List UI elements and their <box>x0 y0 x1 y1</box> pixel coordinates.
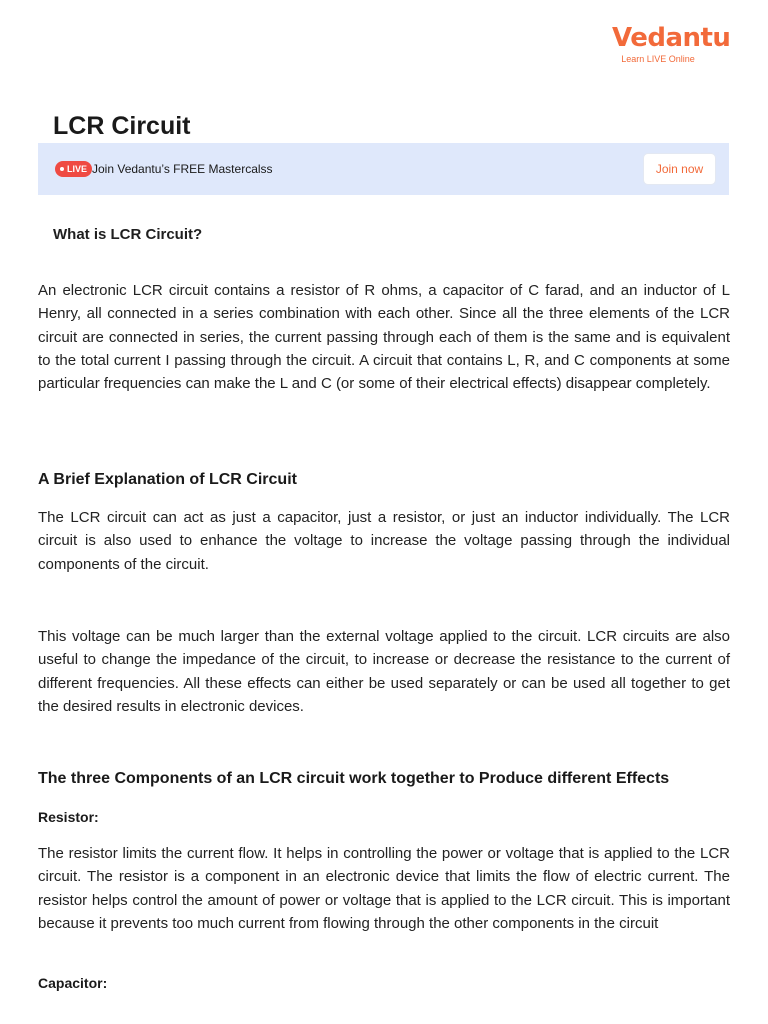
what-is-heading: What is LCR Circuit? <box>53 226 203 243</box>
logo-tagline: Learn LIVE Online <box>621 54 695 64</box>
resistor-paragraph: The resistor limits the current flow. It helps in controlling the power or voltage that is applied to the LCR circuit. The resistor is a component in an electronic device that limits the flow of electric current. The resistor helps control the amount of power or voltage that is applied to the LCR circuit. This is important because it prevents too much current from flowing through the other components in the circuit <box>38 845 730 932</box>
capacitor-heading: Capacitor: <box>38 975 108 991</box>
logo-wordmark: Vedantu <box>612 23 731 53</box>
vedantu-logo <box>612 22 731 65</box>
brief-explanation-heading: A Brief Explanation of LCR Circuit <box>38 471 297 488</box>
resistor-heading: Resistor: <box>38 809 99 825</box>
brief-paragraph-1: The LCR circuit can act as just a capacitor, just a resistor, or just an inductor individually. The LCR circuit is also used to enhance the voltage to increase the voltage passing through the individual components of the circuit. <box>38 509 730 573</box>
brief-paragraph-2: This voltage can be much larger than the external voltage applied to the circuit. LCR circuits are also useful to change the impedance of the circuit, to increase or decrease the resistance to the current of different frequencies. All these effects can either be used separately or can be used all together to get the desired results in electronic devices. <box>38 628 730 715</box>
live-dot-icon <box>60 167 64 171</box>
page-title: LCR Circuit <box>53 112 191 140</box>
live-badge <box>55 161 92 177</box>
masterclass-banner <box>38 143 729 195</box>
components-heading: The three Components of an LCR circuit work together to Produce different Effects <box>38 770 670 787</box>
banner-text: Join Vedantu’s FREE Mastercalss <box>92 162 273 176</box>
join-now-button[interactable]: Join now <box>643 153 716 185</box>
live-badge-label: LIVE <box>67 164 88 174</box>
what-is-paragraph: An electronic LCR circuit contains a resistor of R ohms, a capacitor of C farad, and an inductor of L Henry, all connected in a series combination with each other. Since all the three elements of the LCR circuit are connected in series, the current passing through each of them is the same and is equivalent to the total current I passing through the circuit. A circuit that contains L, R, and C components at some particular frequencies can make the L and C (or some of their electrical effects) disappear completely. <box>38 282 730 393</box>
